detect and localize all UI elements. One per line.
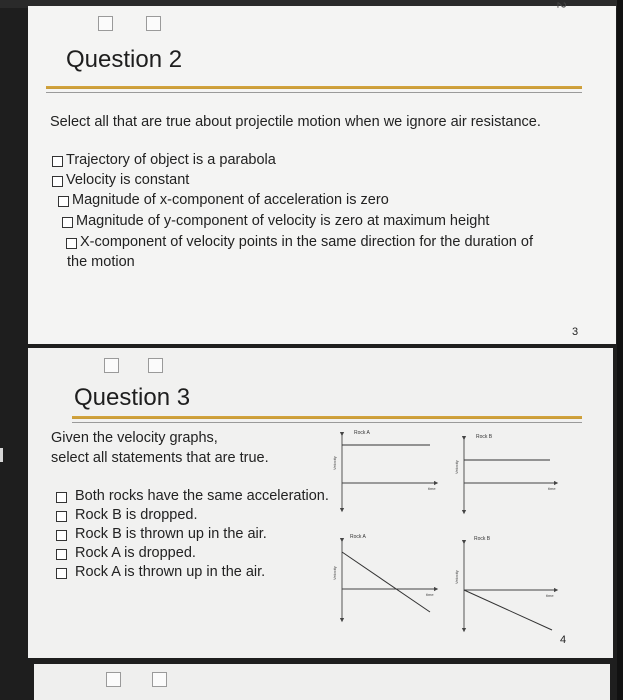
q2-option-4[interactable] <box>62 213 489 229</box>
q2-option-5[interactable] <box>66 234 533 250</box>
y-axis-label: Velocity <box>332 456 337 470</box>
scrollbar[interactable] <box>617 0 623 700</box>
q3-option-5-label: Rock A is thrown up in the air. <box>75 564 266 580</box>
checkbox-square-2[interactable] <box>152 672 167 687</box>
checkbox-square-2[interactable] <box>148 358 163 373</box>
page-number: 4 <box>560 634 567 646</box>
checkbox-icon[interactable] <box>56 511 67 522</box>
side-marker <box>0 448 3 462</box>
question-3-prompt-line-2: select all statements that are true. <box>51 450 269 466</box>
page-number: 3 <box>572 326 579 338</box>
q2-option-3[interactable] <box>58 192 389 208</box>
question-3-title: Question 3 <box>74 384 191 411</box>
checkbox-icon[interactable] <box>52 176 63 187</box>
question-3-card <box>28 348 613 658</box>
question-4-card-partial <box>34 664 610 700</box>
checkbox-icon[interactable] <box>58 196 69 207</box>
graph-rock-b-bottom <box>454 536 556 630</box>
q2-option-5-label: X-component of velocity points in the same direction for the duration of <box>80 234 533 250</box>
q3-option-1-label: Both rocks have the same acceleration. <box>75 488 329 504</box>
question-2-prompt: Select all that are true about projectile motion when we ignore air resistance. <box>50 114 541 130</box>
y-axis-label: Velocity <box>454 460 459 474</box>
y-axis-label: Velocity <box>454 570 459 584</box>
q2-option-1[interactable] <box>52 152 276 168</box>
x-axis-label: time <box>548 486 556 491</box>
q2-option-4-label: Magnitude of y-component of velocity is zero at maximum height <box>76 213 490 229</box>
q2-option-2-label: Velocity is constant <box>66 172 190 188</box>
x-axis-label: time <box>428 486 436 491</box>
title-rule-thin <box>72 422 582 423</box>
graph-rock-a-top <box>332 430 436 510</box>
checkbox-icon[interactable] <box>62 217 73 228</box>
q2-option-1-label: Trajectory of object is a parabola <box>66 152 276 168</box>
q2-option-2[interactable] <box>52 172 189 188</box>
checkbox-icon[interactable] <box>56 568 67 579</box>
title-rule-thin <box>46 92 582 93</box>
x-axis-label: time <box>426 592 434 597</box>
x-axis-label: time <box>546 593 554 598</box>
checkbox-square-1[interactable] <box>104 358 119 373</box>
checkbox-icon[interactable] <box>56 549 67 560</box>
checkbox-icon[interactable] <box>56 492 67 503</box>
graph-label-rock-b-bottom: Rock B <box>474 536 491 542</box>
header-glyph: 2 <box>554 1 569 9</box>
question-3-prompt-line-1: Given the velocity graphs, <box>51 430 218 446</box>
q3-option-3-label: Rock B is thrown up in the air. <box>75 526 267 542</box>
q2-option-3-label: Magnitude of x-component of acceleration is zero <box>72 192 389 208</box>
checkbox-icon[interactable] <box>66 238 77 249</box>
q3-option-2-label: Rock B is dropped. <box>75 507 198 523</box>
q2-option-5-continuation: the motion <box>67 254 135 270</box>
title-rule <box>46 86 582 89</box>
graph-label-rock-a-bottom: Rock A <box>350 534 366 540</box>
q3-option-1[interactable] <box>56 488 329 504</box>
title-rule <box>72 416 582 419</box>
checkbox-square-1[interactable] <box>98 16 113 31</box>
checkbox-square-2[interactable] <box>146 16 161 31</box>
graph-rock-a-bottom <box>332 534 436 620</box>
q3-option-4[interactable] <box>56 545 196 561</box>
checkbox-icon[interactable] <box>52 156 63 167</box>
graph-label-rock-a-top: Rock A <box>354 430 370 436</box>
q3-option-2[interactable] <box>56 507 198 523</box>
graph-label-rock-b-top: Rock B <box>476 434 493 440</box>
question-2-card <box>28 1 616 344</box>
q3-option-3[interactable] <box>56 526 267 542</box>
y-axis-label: Velocity <box>332 566 337 580</box>
graph-rock-b-top <box>454 434 556 512</box>
checkbox-square-1[interactable] <box>106 672 121 687</box>
q3-option-4-label: Rock A is dropped. <box>75 545 196 561</box>
velocity-graphs <box>318 426 578 636</box>
checkbox-icon[interactable] <box>56 530 67 541</box>
question-2-title: Question 2 <box>66 46 183 73</box>
q3-option-5[interactable] <box>56 564 265 580</box>
